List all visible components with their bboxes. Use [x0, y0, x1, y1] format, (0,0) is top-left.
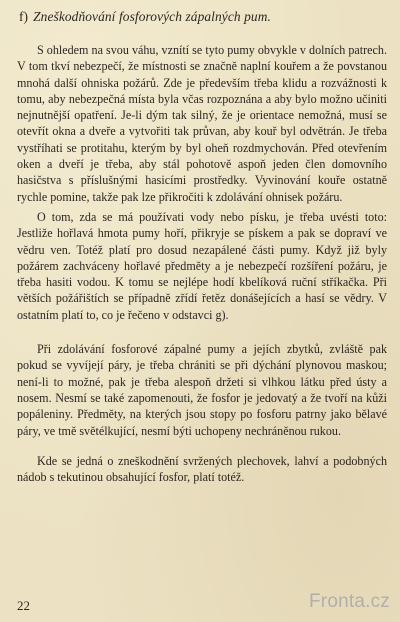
section-number: f) [19, 9, 29, 24]
section-heading [19, 9, 379, 25]
section-title: Zneškodňování fosforových zápalných pum. [33, 9, 271, 24]
paragraph-1: S ohledem na svou váhu, vznítí se tyto pumy obvykle v dolních patrech. V tom tkví nebezpečí, že místnosti se značně naplní kouřem a že povstanou mnohá další ohniska požárů. Zde je především třeba klidu a rozvážnosti k tomu, aby nebezpečná místa byla včas rozpoznána a aby bylo možno učiniti nejnutnější opatření. Je-li dým tak silný, že je orientace nemožná, musí se otevřít okna a dveře a vytvořiti tak průvan, aby kouř byl odvětrán. Je třeba vystříhati se protitahu, kterým by byl oheň rozdmychován. Před otevřením oken a dveří je třeba, aby stál pohotově aspoň jeden člen domovního hasičstva s příslušnými hasicími prostředky. Vyvinování kouře ostatně rychle pomine, takže pak lze přikročiti k zdolávání ohnisek požáru. [17, 43, 387, 204]
page-number: 22 [17, 598, 30, 613]
paragraph-2: O tom, zda se má používati vody nebo písku, je třeba uvésti toto: Jestliže hořlavá hmota pumy hoří, přikryje se pískem a pak se dopraví ve vědru ven. Totéž platí pro dosud nezapálené části pumy. Když již byly požárem zachváceny hořlavé předměty a je nebezpečí rozšíření požáru, je třeba hasiti vodou. K tomu se nejlépe hodí kbelíková ruční stříkačka. Při větších požářištích se případně zřídí řetěz donášejících a hasí se vědry. V ostatním platí to, co je řečeno v odstavci g). [17, 209, 387, 322]
paragraph-4: Kde se jedná o zneškodnění svržených plechovek, lahví a podobných nádob s tekutinou obsahující fosfor, platí totéž. [17, 453, 387, 485]
book-page [17, 0, 389, 622]
body-text [17, 42, 387, 485]
watermark: Fronta.cz [309, 591, 390, 612]
paragraph-3: Při zdolávání fosforové zápalné pumy a jejích zbytků, zvláště pak pokud se vyvíjejí páry, je třeba chrániti se při dýchání plynovou maskou; není-li to možné, pak je třeba alespoň držeti si vlhkou látku před ústy a nosem. Nesmí se také zapomenouti, že fosfor je jedovatý a že tvoří na kůži popáleniny. Předměty, na kterých jsou stopy po fosforu patrny jako bělavé páry, ve tmě světélkující, nesmí býti uchopeny nechráněnou rukou. [17, 342, 387, 438]
